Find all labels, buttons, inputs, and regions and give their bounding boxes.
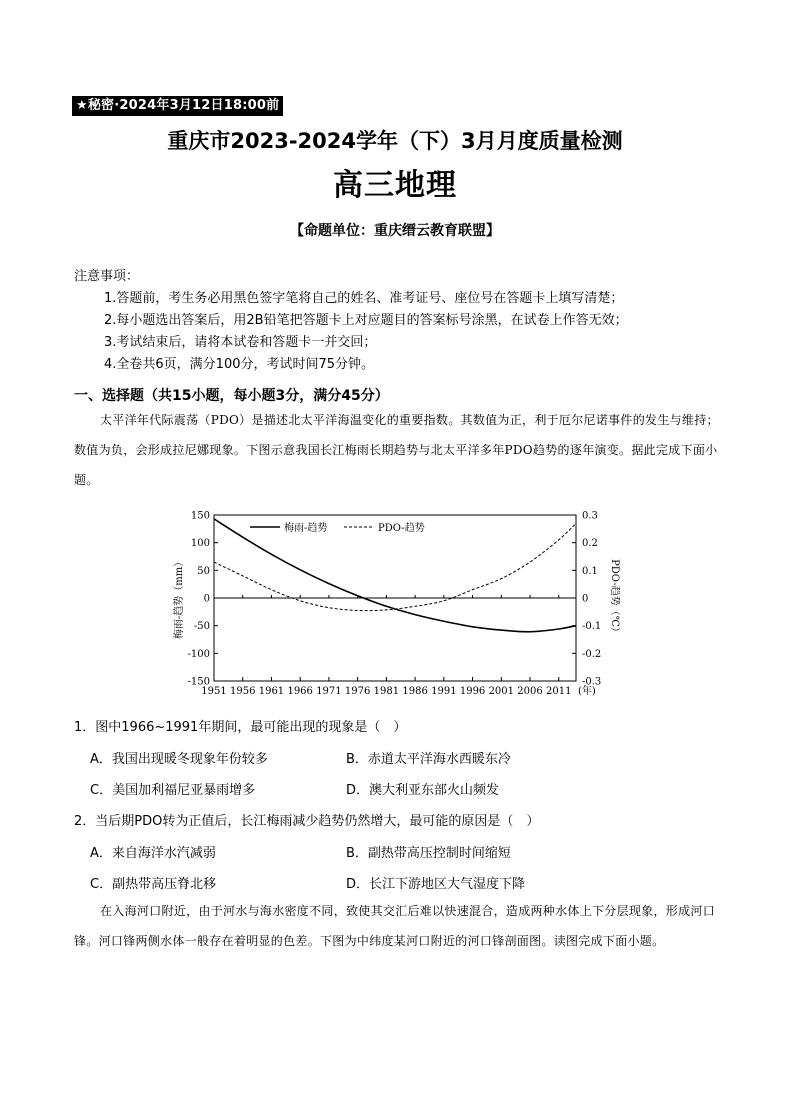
notes-block (74, 266, 628, 376)
y-right-axis-title: PDO-趋势（℃） (609, 559, 620, 637)
x-tick-label: 1986 (402, 686, 428, 697)
note-item: 3.考试结束后，请将本试卷和答题卡一并交回； (104, 335, 377, 350)
x-tick-label: 1956 (230, 686, 256, 697)
issuing-unit: 【命题单位：重庆缙云教育联盟】 (290, 223, 500, 239)
meiyu-trend-line (214, 519, 576, 632)
question-1-stem: 1．图中1966~1991年期间，最可能出现的现象是（ ） (74, 720, 407, 735)
y-right-tick-label: 0 (582, 593, 589, 605)
legend-label-pdo: PDO-趋势 (378, 523, 425, 534)
x-axis-unit-label: (年) (578, 686, 596, 697)
section-heading: 一、选择题（共15小题，每小题3分，满分45分） (74, 388, 389, 404)
y-left-tick-label: 50 (197, 565, 210, 577)
y-left-tick-label: -150 (187, 676, 210, 688)
x-tick-label: 1981 (373, 686, 400, 697)
y-left-tick-label: -100 (187, 648, 210, 660)
q2-option-c[interactable]: C．副热带高压脊北移 (90, 877, 217, 892)
q1-option-b[interactable]: B．赤道太平洋海水西暖东冷 (346, 752, 511, 767)
note-item: 2.每小题选出答案后，用2B铅笔把答题卡上对应题目的答案标号涂黑，在试卷上作答无效； (104, 313, 628, 328)
x-tick-label: 2001 (488, 686, 515, 697)
y-right-tick-label: 0.1 (582, 565, 598, 577)
x-tick-label: 1976 (344, 686, 371, 697)
y-right-tick-label: 0.3 (582, 510, 598, 522)
exam-title: 重庆市2023-2024学年（下）3月月度质量检测 (167, 129, 623, 153)
q1-option-d[interactable]: D．澳大利亚东部火山频发 (346, 783, 500, 798)
y-right-tick-label: -0.1 (582, 621, 602, 633)
q1-option-c[interactable]: C．美国加利福尼亚暴雨增多 (90, 783, 256, 798)
x-tick-label: 2011 (546, 686, 572, 697)
note-item: 1.答题前，考生务必用黑色签字笔将自己的姓名、准考证号、座位号在答题卡上填写清楚； (104, 291, 624, 306)
confidential-banner: ★秘密·2024年3月12日18:00前 (72, 96, 283, 116)
notes-heading: 注意事项： (74, 269, 140, 284)
y-right-tick-label: 0.2 (582, 538, 598, 550)
q2-option-a[interactable]: A．来自海洋水汽减弱 (90, 846, 216, 861)
y-left-tick-label: -50 (193, 621, 210, 633)
q2-option-b[interactable]: B．副热带高压控制时间缩短 (346, 846, 511, 861)
intro-paragraph: 太平洋年代际震荡（PDO）是描述北太平洋海温变化的重要指数。其数值为正，利于厄尔尼诺事件的发生与维持；数值为负，会形成拉尼娜现象。下图示意我国长江梅雨长期趋势与北太平洋多年PDO趋势的逐年演变。据此完成下面小题。 (74, 413, 719, 487)
meiyu-pdo-chart (170, 505, 620, 705)
q1-option-a[interactable]: A．我国出现暖冬现象年份较多 (90, 752, 268, 767)
passage-2-paragraph: 在入海河口附近，由于河水与海水密度不同，致使其交汇后难以快速混合，造成两种水体上下分层现象，形成河口锋。河口锋两侧水体一般存在着明显的色差。下图为中纬度某河口附近的河口锋剖面图。读图完成下面小题。 (74, 904, 716, 948)
question-2-stem: 2．当后期PDO转为正值后，长江梅雨减少趋势仍然增大，最可能的原因是（ ） (74, 814, 540, 829)
y-left-axis-title: 梅雨-趋势（mm） (174, 556, 185, 640)
y-left-tick-label: 0 (203, 593, 210, 605)
y-left-tick-label: 100 (190, 538, 210, 550)
x-tick-label: 1996 (459, 686, 486, 697)
x-tick-label: 1971 (316, 686, 342, 697)
x-tick-label: 2006 (517, 686, 543, 697)
y-left-tick-label: 150 (190, 510, 210, 522)
x-tick-label: 1961 (258, 686, 285, 697)
y-right-tick-label: -0.3 (582, 676, 602, 688)
note-item: 4.全卷共6页，满分100分，考试时间75分钟。 (104, 357, 375, 372)
y-right-tick-label: -0.2 (582, 648, 602, 660)
legend-label-meiyu: 梅雨-趋势 (284, 523, 328, 534)
subject-title: 高三地理 (333, 168, 457, 203)
x-tick-label: 1991 (431, 686, 457, 697)
x-tick-label: 1966 (287, 686, 313, 697)
q2-option-d[interactable]: D．长江下游地区大气湿度下降 (346, 877, 526, 892)
x-tick-label: 1951 (201, 686, 227, 697)
